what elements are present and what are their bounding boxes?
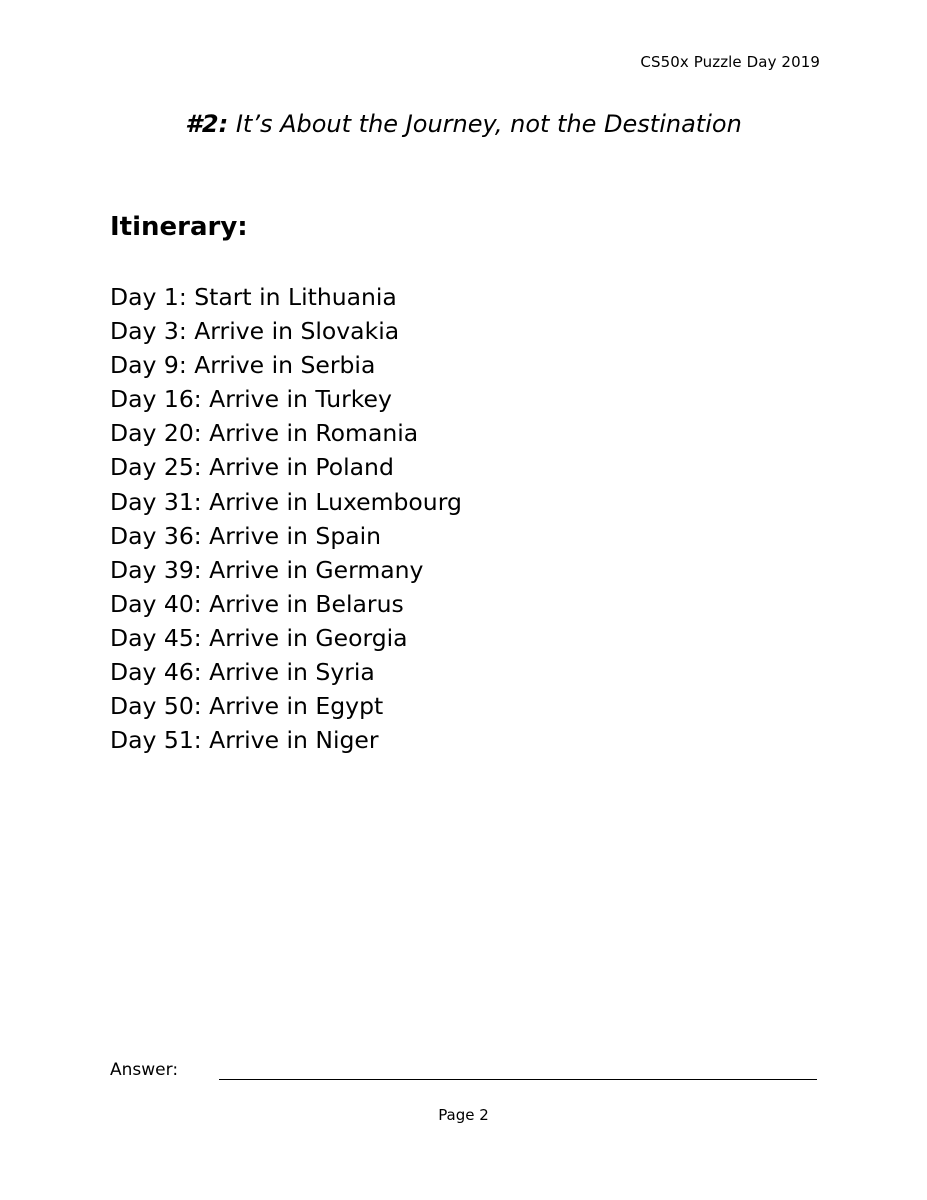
itinerary-entry: Day 36: Arrive in Spain [110, 521, 382, 550]
answer-blank-line[interactable] [219, 1079, 817, 1080]
puzzle-number: #2: [185, 110, 229, 138]
page-number: Page 2 [438, 1106, 489, 1124]
puzzle-title [0, 110, 927, 138]
answer-row [110, 1060, 817, 1084]
itinerary-entry: Day 45: Arrive in Georgia [110, 623, 408, 652]
itinerary-entry: Day 46: Arrive in Syria [110, 658, 375, 687]
itinerary-entry: Day 40: Arrive in Belarus [110, 589, 404, 618]
event-header: CS50x Puzzle Day 2019 [640, 53, 820, 71]
itinerary-entry: Day 50: Arrive in Egypt [110, 692, 384, 721]
itinerary-entry: Day 16: Arrive in Turkey [110, 385, 392, 414]
itinerary-entry: Day 31: Arrive in Luxembourg [110, 487, 462, 516]
itinerary-heading: Itinerary: [110, 212, 248, 242]
itinerary-list [110, 280, 462, 757]
itinerary-entry: Day 39: Arrive in Germany [110, 555, 424, 584]
itinerary-entry: Day 20: Arrive in Romania [110, 419, 419, 448]
itinerary-entry: Day 51: Arrive in Niger [110, 726, 379, 755]
answer-label: Answer: [110, 1060, 179, 1080]
itinerary-entry: Day 25: Arrive in Poland [110, 453, 394, 482]
itinerary-entry: Day 9: Arrive in Serbia [110, 351, 376, 380]
itinerary-entry: Day 1: Start in Lithuania [110, 283, 397, 311]
puzzle-title-text: It’s About the Journey, not the Destination [235, 110, 742, 138]
itinerary-entry: Day 3: Arrive in Slovakia [110, 317, 400, 346]
